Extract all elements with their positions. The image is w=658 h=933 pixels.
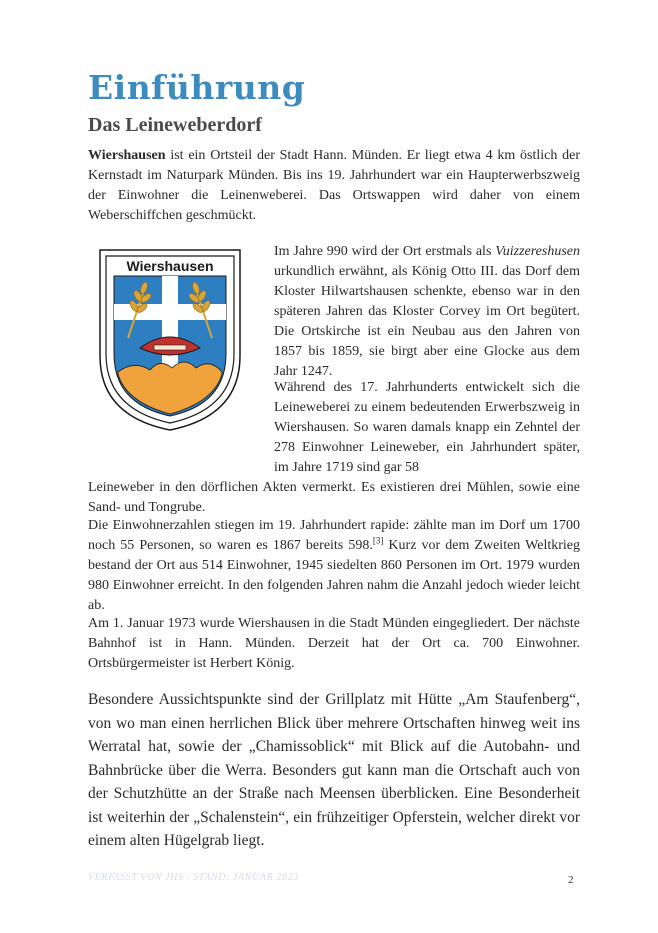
page-number: 2 (568, 874, 574, 886)
intro-text: ist ein Ortsteil der Stadt Hann. Münden. Er liegt etwa 4 km östlich der Kernstadt im Naturpark Münden. Bis ins 19. Jahrhundert war ein Haupterwerbszweig der Einwohner die Leinenweberei. Das Ortswappen wird daher von einem Weberschiffchen geschmückt. (88, 148, 580, 223)
coat-of-arms-image (94, 244, 246, 434)
page-subtitle: Das Leineweberdorf (88, 114, 262, 136)
current-status-paragraph: Am 1. Januar 1973 wurde Wiershausen in die Stadt Münden eingegliedert. Der nächste Bahnhof ist in Hann. Münden. Derzeit hat der Ort ca. 700 Einwohner. Ortsbürgermeister ist Herbert König. (88, 616, 580, 671)
village-name: Wiershausen (88, 148, 166, 163)
population-text-continued: Kurz vor dem Zweiten Weltkrieg bestand der Ort aus 514 Einwohner, 1945 siedelten 860 Personen im Ort. 1979 wurden 980 Einwohner erreicht. In den folgenden Jahren nahm die Anzahl jedoch wieder leicht ab. (88, 538, 580, 613)
footnote-link[interactable]: [3] (372, 535, 384, 546)
historic-name: Vuizzereshusen (495, 244, 580, 259)
intro-paragraph (88, 146, 580, 226)
weaving-paragraph: Während des 17. Jahrhunderts entwickelt sich die Leineweberei zu einem bedeutenden Erwerbszweig in Wiershausen. So waren damals knapp ein Zehntel der 278 Einwohner Leineweber, ein Jahrhundert später, im Jahre 1719 sind gar 58 (274, 380, 580, 475)
weaving-paragraph-continued: Leineweber in den dörflichen Akten vermerkt. Es existieren drei Mühlen, sowie eine Sand- und Tongrube. (88, 480, 580, 515)
population-text: Die Einwohnerzahlen stiegen im 19. Jahrhundert rapide: zählte man im Dorf um 1700 noch 55 Personen, so waren es 1867 bereits 598. (88, 518, 580, 553)
history-text-continued: urkundlich erwähnt, als König Otto III. das Dorf dem Kloster Hilwartshausen schenkte, ebenso war in den späteren Jahren das Kloster Corvey im Ort begütert. Die Ortskirche ist ein Neubau aus den Jahren von 1857 bis 1859, sie birgt aber eine Glocke aus dem Jahr 1247. (274, 264, 580, 379)
crest-label: Wiershausen (126, 258, 214, 274)
page-title: Einführung (88, 68, 306, 107)
population-paragraph (88, 516, 580, 616)
viewpoints-paragraph: Besondere Aussichtspunkte sind der Grillplatz mit Hütte „Am Staufenberg“, von wo man einen herrlichen Blick über mehrere Ortschaften hinweg weit ins Werratal hat, sowie der „Chamissoblick“ mit Blick auf die Autobahn- und Bahnbrücke über die Werra. Besonders gut kann man die Ortschaft auch von der Schutzhütte an der Straße nach Meensen überblicken. Eine Besonderheit ist weiterhin der „Schalenstein“, ein frühzeitiger Opferstein, welcher direkt vor einem alten Hügelgrab liegt. (88, 691, 580, 849)
history-text: Im Jahre 990 wird der Ort erstmals als (274, 244, 496, 259)
history-paragraph (274, 242, 580, 382)
footer-credit: VERFASST VON JHS / STAND: JANUAR 2023 (88, 872, 299, 883)
